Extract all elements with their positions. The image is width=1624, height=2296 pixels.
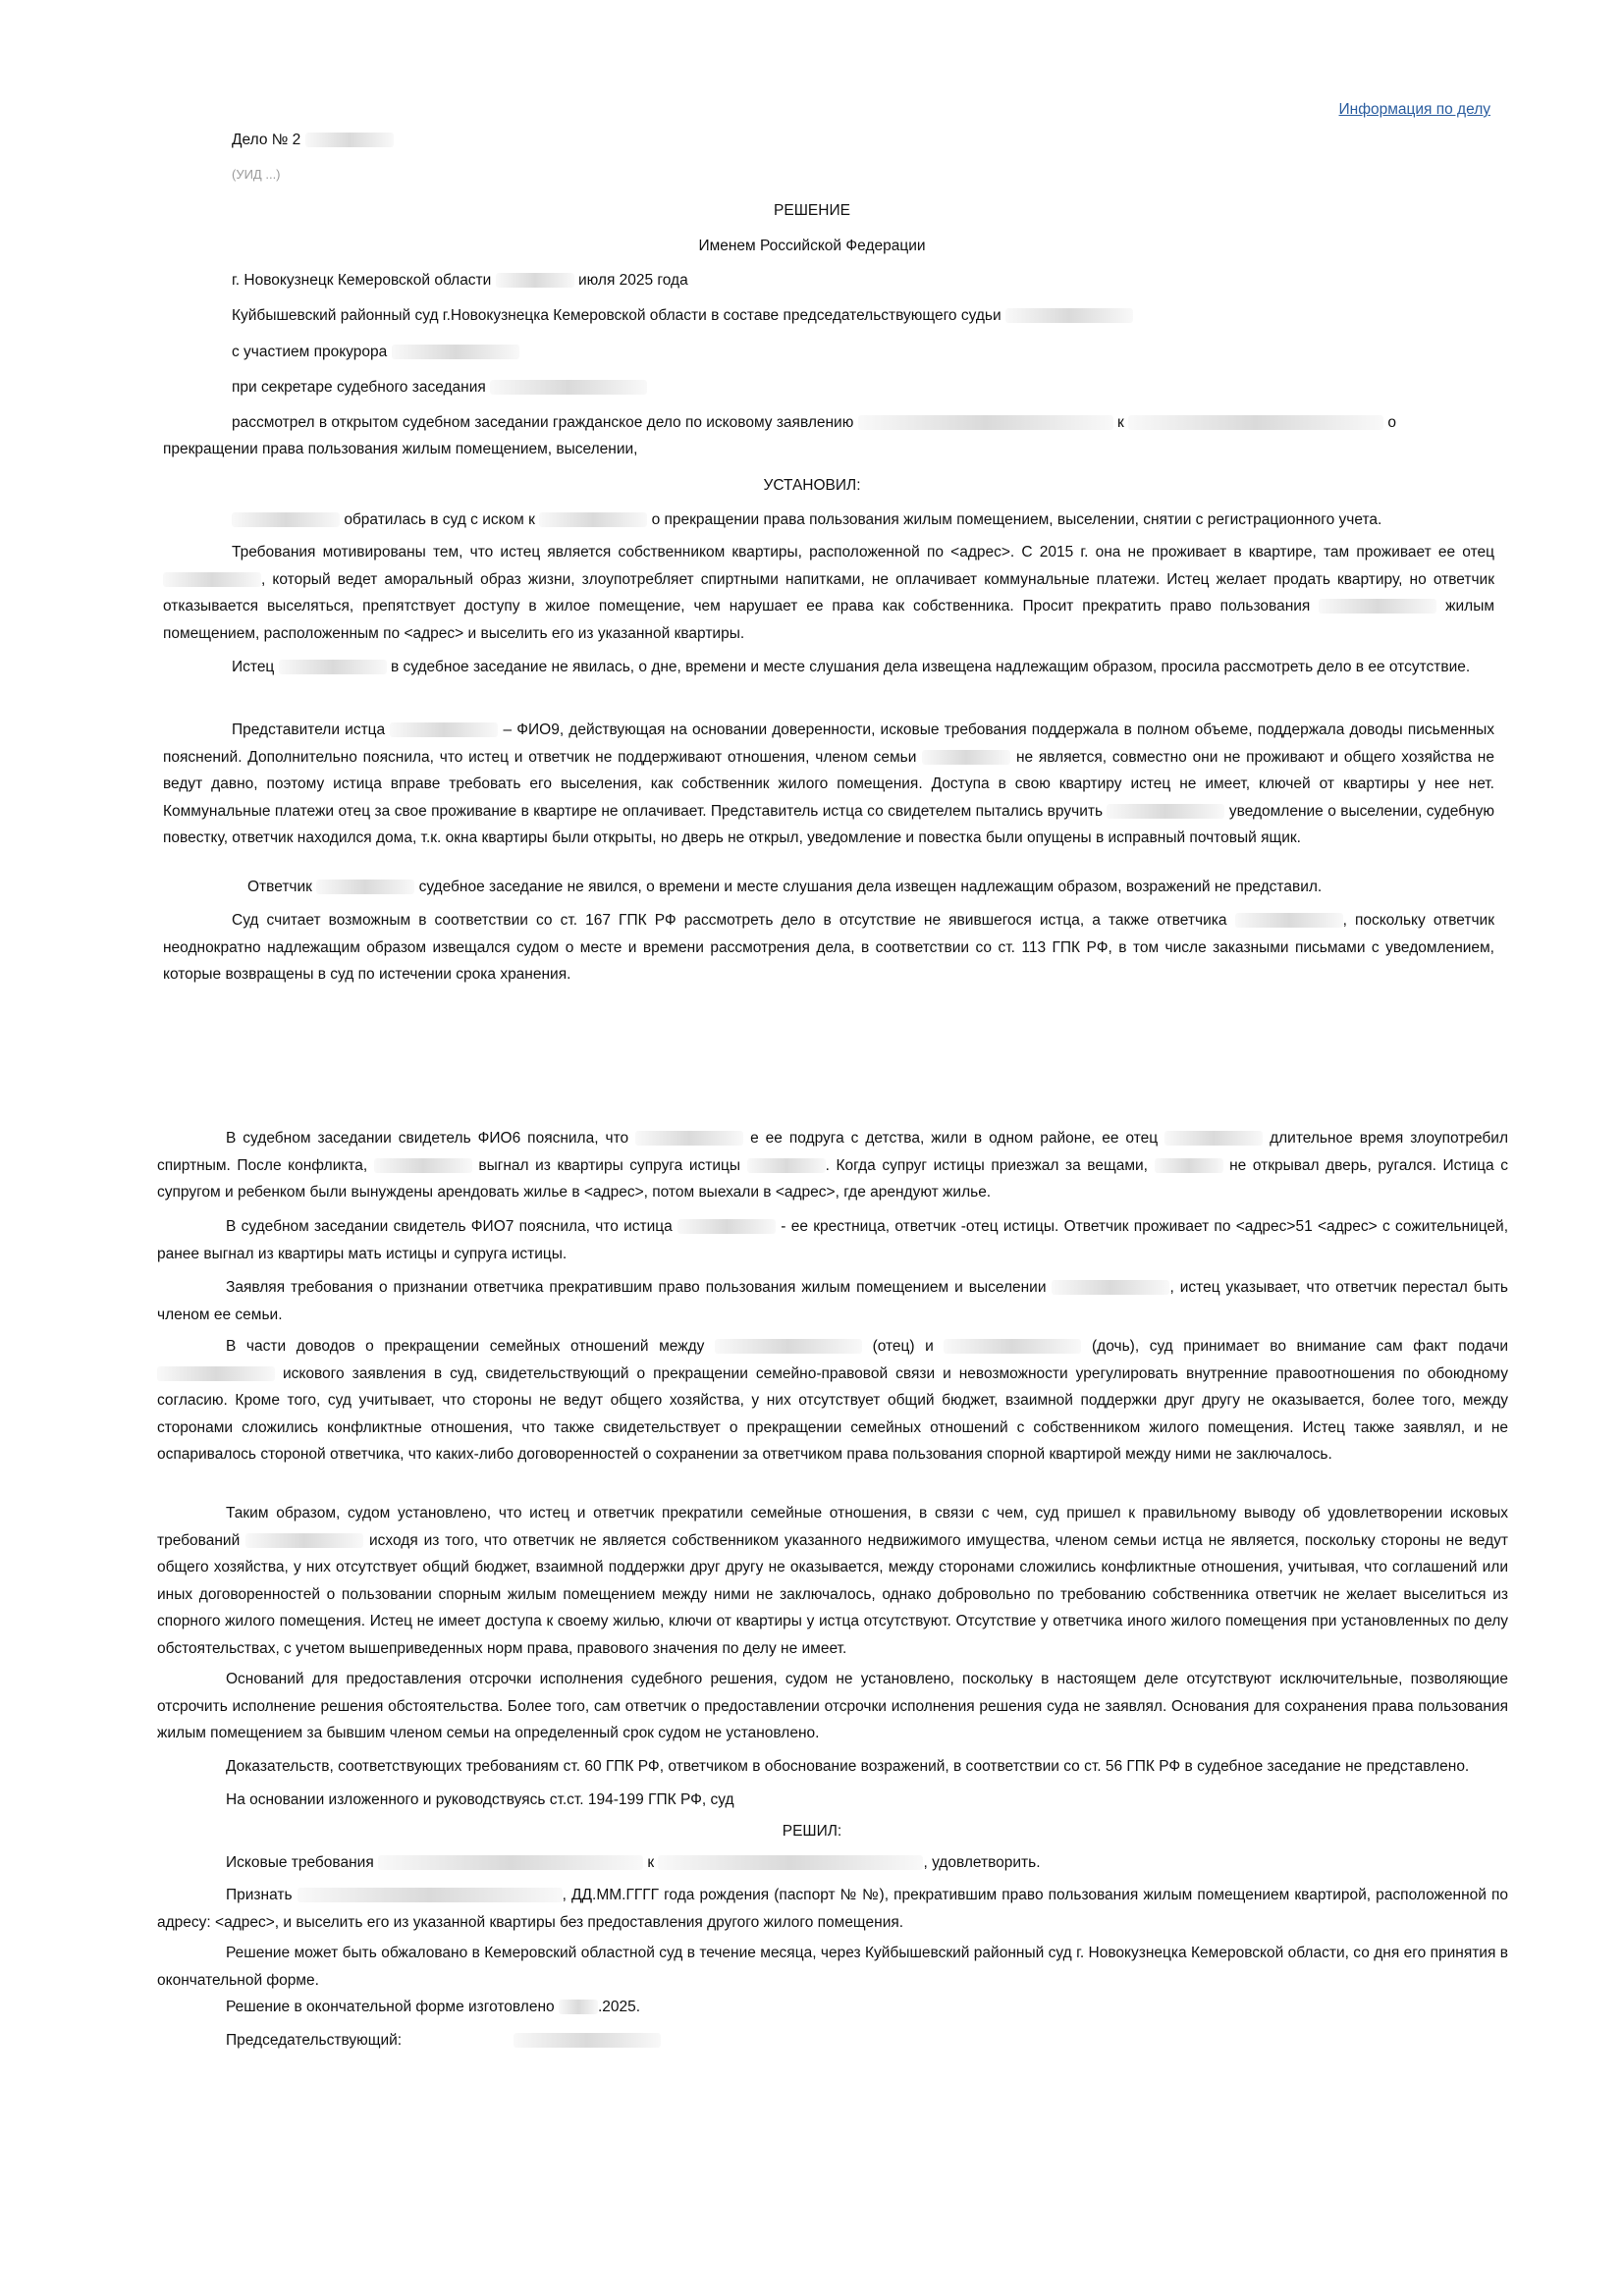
text: , истец указывает, что ответчик перестал быть членом ее семьи. xyxy=(157,1279,1508,1323)
text: Ответчик xyxy=(247,879,312,895)
claim-text-2: о прекращении права пользования жилым помещением, выселении, снятии с регистрационного учета. xyxy=(651,511,1382,528)
prosecutor-text: с участием прокурора xyxy=(232,344,388,360)
redacted-block xyxy=(658,1855,923,1870)
redacted-block xyxy=(232,512,340,527)
paragraph-witness-fio7 xyxy=(157,1213,1508,1267)
redacted-block xyxy=(944,1339,1081,1354)
redacted-block xyxy=(316,880,414,894)
text: Таким образом, судом установлено, что истец и ответчик прекратили семейные отношения, в связи с чем, суд пришел к правильному выводу об удовлетворении исковых требований xyxy=(157,1505,1508,1549)
text: В судебном заседании свидетель ФИО7 пояснила, что истица xyxy=(226,1218,673,1235)
text: жилым помещением, расположенным по <адрес> и выселить его из указанной квартиры. xyxy=(163,598,1494,642)
text: Исковые требования xyxy=(226,1854,374,1871)
redacted-block xyxy=(298,1888,563,1902)
redacted-block xyxy=(1005,308,1133,323)
resolution-claims xyxy=(226,1854,1041,1872)
claim-text-1: обратилась в суд с иском к xyxy=(344,511,535,528)
redacted-block xyxy=(392,345,519,359)
redacted-block xyxy=(635,1131,743,1146)
court-line xyxy=(232,307,1133,325)
redacted-block xyxy=(922,750,1010,765)
paragraph-defendant-absent xyxy=(247,879,1322,896)
text: , удовлетворить. xyxy=(923,1854,1041,1871)
paragraph-claim xyxy=(232,511,1381,529)
paragraph-witness-fio6 xyxy=(157,1125,1508,1206)
considered-text: рассмотрел в открытом судебном заседании гражданское дело по исковому заявлению xyxy=(232,414,854,431)
redacted-block xyxy=(715,1339,862,1354)
text: искового заявления в суд, свидетельствующий о прекращении семейно-правовой связи и невозможности урегулировать внутренние правоотношения по обоюдному согласию. Кроме того, суд учитывает, что стороны не ведут общего хозяйства, у них отсутствует общий бюджет, взаимной поддержки друг другу не оказывается, более того, между сторонами сложились конфликтные отношения, что также свидетельствует о прекращении семейных отношений с собственником жилого помещения. Истец также заявлял, и не оспаривалось стороной ответчика, что каких-либо договоренностей о сохранении за ответчиком права пользования спорной квартирой между ними не заключалось. xyxy=(157,1364,1509,1463)
paragraph-requirements xyxy=(163,539,1494,647)
redacted-block xyxy=(163,572,261,587)
paragraph-thus-established xyxy=(157,1500,1508,1662)
city-date-month: июля 2025 года xyxy=(577,272,688,289)
case-info-link[interactable]: Информация по делу xyxy=(1338,101,1490,118)
resolution-final-form xyxy=(226,1999,640,2016)
considered-o: о xyxy=(1387,414,1396,431)
redacted-block xyxy=(858,415,1113,430)
redacted-block xyxy=(157,1366,275,1381)
prosecutor-line xyxy=(232,344,519,361)
text: Суд считает возможным в соответствии со ст. 167 ГПК РФ рассмотреть дело в отсутствие не явившегося истца, а также ответчика xyxy=(232,912,1227,929)
paragraph-no-deferral: Оснований для предоставления отсрочки исполнения судебного решения, судом не установлено, поскольку в настоящем деле отсутствуют исключительные, позволяющие отсрочить исполнение решения обстоятельства. Более того, сам ответчик о предоставлении отсрочки исполнения решения суда не заявлял. Основания для сохранения права пользования жилым помещением за бывшим членом семьи на определенный срок судом не установлено. xyxy=(157,1671,1508,1741)
text: судебное заседание не явился, о времени и месте слушания дела извещен надлежащим образом, возражений не представил. xyxy=(418,879,1323,895)
presiding-label: Председательствующий: xyxy=(226,2032,403,2049)
text: в судебное заседание не явилась, о дне, времени и месте слушания дела извещена надлежащим образом, просила рассмотреть дело в ее отсутствие. xyxy=(390,659,1471,675)
redacted-block xyxy=(378,1855,643,1870)
considered-line xyxy=(232,414,1498,432)
redacted-block xyxy=(490,380,647,395)
redacted-block xyxy=(1235,913,1343,928)
case-number-label: Дело № 2 xyxy=(232,132,301,148)
secretary-line xyxy=(232,379,647,397)
paragraph-family-relations xyxy=(157,1333,1508,1468)
secretary-text: при секретаре судебного заседания xyxy=(232,379,486,396)
paragraph-claim-reason xyxy=(157,1274,1508,1328)
text: (дочь), суд принимает во внимание сам факт подачи xyxy=(1092,1338,1509,1355)
text: уведомление о выселении, судебную повестку, ответчик находился дома, т.к. окна квартиры были открыты, но дверь не открыл, уведомление и повестка были опущены в исправный почтовый ящик. xyxy=(163,802,1495,846)
text: не является, совместно они не проживают и общего хозяйства не ведут давно, поэтому истица вправе требовать его выселения, как собственник жилого помещения. Доступа в свою квартиру истец не имеет, ключей от квартиры у нее нет. Коммунальные платежи отец за свое проживание в квартире не оплачивает. Представитель истца со свидетелем пытались вручить xyxy=(163,748,1494,820)
case-uid: (УИД ...) xyxy=(232,167,281,182)
text: Требования мотивированы тем, что истец является собственником квартиры, расположенной по <адрес>. С 2015 г. она не проживает в квартире, там проживает ее отец xyxy=(232,544,1494,561)
redacted-block xyxy=(1128,415,1383,430)
redacted-block xyxy=(279,660,387,674)
text: длительное время злоупотребил спиртным. После конфликта, xyxy=(157,1130,1508,1174)
text: (отец) и xyxy=(872,1338,934,1355)
city-date-line xyxy=(232,272,688,290)
resolution-appeal: Решение может быть обжаловано в Кемеровский областной суд в течение месяца, через Куйбышевский районный суд г. Новокузнецка Кемеровской области, со дня его принятия в окончательной форме. xyxy=(157,1945,1508,1989)
redacted-block xyxy=(514,2033,661,2048)
redacted-block xyxy=(747,1158,826,1173)
text: , поскольку ответчик неоднократно надлежащим образом извещался судом о месте и времени рассмотрения дела, в соответствии со ст. 113 ГПК РФ, в том числе заказными письмами с уведомлением, которые возвращены в суд по истечении срока хранения. xyxy=(163,912,1495,983)
considered-line-2: прекращении права пользования жилым помещением, выселении, xyxy=(163,441,638,457)
redacted-block xyxy=(1155,1158,1223,1173)
text: - ее крестница, ответчик -отец истицы. Ответчик проживает по <адрес>51 <адрес> с сожительницей, ранее выгнал из квартиры мать истицы и супруга истицы. xyxy=(157,1218,1509,1262)
paragraph-plaintiff-absent xyxy=(163,654,1494,681)
in-the-name-line: Именем Российской Федерации xyxy=(698,238,926,254)
text: Решение в окончательной форме изготовлено xyxy=(226,1999,555,2015)
text: , который ведет аморальный образ жизни, злоупотребляет спиртными напитками, не оплачивает коммунальные платежи. Истец желает продать квартиру, но ответчик отказывается выселяться, препятствует доступу в жилое помещение, чем нарушает ее права как собственника. Просит прекратить право пользования xyxy=(163,570,1494,614)
text: . Когда супруг истицы приезжал за вещами, xyxy=(825,1156,1148,1174)
resolution-recognize xyxy=(157,1882,1508,1936)
redacted-block xyxy=(1052,1280,1169,1295)
redacted-block xyxy=(496,273,574,288)
redacted-block xyxy=(1164,1131,1263,1146)
redacted-block xyxy=(245,1533,363,1548)
text: исходя из того, что ответчик не является собственником указанного недвижимого имущества, членом семьи истца не является, поскольку стороны не ведут общего хозяйства, у них отсутствует общий бюджет, взаимной поддержки друг другу не оказывается, между сторонами сложились конфликтные отношения, учитывая, что соглашений или иных договоренностей о пользовании спорным жилым помещением между ними не заключалось, однако добровольно по требованию собственника ответчик не желает выселиться из спорного жилого помещения. Истец не имеет доступа к своему жилью, ключи от квартиры у истца отсутствуют. Отсутствие у ответчика иного жилого помещения при установленных по делу обстоятельствах, с учетом вышеприведенных норм права, правового значения по делу не имеет. xyxy=(157,1531,1508,1657)
decision-title: РЕШЕНИЕ xyxy=(774,202,850,219)
city-date-text: г. Новокузнецк Кемеровской области xyxy=(232,272,492,289)
text: В части доводов о прекращении семейных отношений между xyxy=(226,1338,705,1355)
court-text: Куйбышевский районный суд г.Новокузнецка Кемеровской области в составе председательствующего судьи xyxy=(232,307,1001,324)
redacted-block xyxy=(677,1219,776,1234)
text: выгнал из квартиры супруга истицы xyxy=(478,1156,741,1174)
text: В судебном заседании свидетель ФИО6 пояснила, что xyxy=(226,1130,629,1147)
considered-k: к xyxy=(1116,414,1124,431)
text: Заявляя требования о признании ответчика прекратившим право пользования жилым помещением и выселении xyxy=(226,1279,1047,1296)
redacted-block xyxy=(305,133,394,147)
redacted-block xyxy=(539,512,647,527)
redacted-block xyxy=(374,1158,472,1173)
text: не открывал дверь, ругался. Истица с супругом и ребенком были вынуждены арендовать жилье в <адрес>, потом выехали в <адрес>, где арендуют жилье. xyxy=(157,1156,1508,1201)
text: к xyxy=(647,1854,655,1871)
established-heading: УСТАНОВИЛ: xyxy=(763,477,861,494)
decided-heading: РЕШИЛ: xyxy=(782,1823,842,1840)
case-number xyxy=(232,132,394,149)
text: , ДД.ММ.ГГГГ года рождения (паспорт № №), прекратившим право пользования жилым помещением квартирой, расположенной по адресу: <адрес>, и выселить его из указанной квартиры без предоставления другого жилого помещения. xyxy=(157,1887,1509,1931)
redacted-block xyxy=(1107,804,1224,819)
text: е ее подруга с детства, жили в одном районе, ее отец xyxy=(750,1130,1159,1147)
text: Представители истца xyxy=(232,721,386,738)
text: .2025. xyxy=(597,1999,641,2015)
text: Истец xyxy=(232,659,275,675)
paragraph-based-on: На основании изложенного и руководствуясь ст.ст. 194-199 ГПК РФ, суд xyxy=(226,1791,734,1808)
redacted-block xyxy=(1319,599,1436,614)
presiding-judge-line xyxy=(226,2032,661,2050)
redacted-block xyxy=(390,722,498,737)
text: Признать xyxy=(226,1887,293,1903)
text: – ФИО9, действующая на основании доверенности, исковые требования поддержала в полном объеме, поддержала доводы письменных пояснений. Дополнительно пояснила, что истец и ответчик не поддерживают отношения, членом семьи xyxy=(163,721,1494,766)
paragraph-no-evidence: Доказательств, соответствующих требованиям ст. 60 ГПК РФ, ответчиком в обоснование возражений, в соответствии со ст. 56 ГПК РФ в судебное заседание не представлено. xyxy=(226,1758,1470,1775)
paragraph-court-considers xyxy=(163,907,1494,988)
paragraph-representative xyxy=(163,717,1494,852)
redacted-block xyxy=(559,2000,598,2014)
